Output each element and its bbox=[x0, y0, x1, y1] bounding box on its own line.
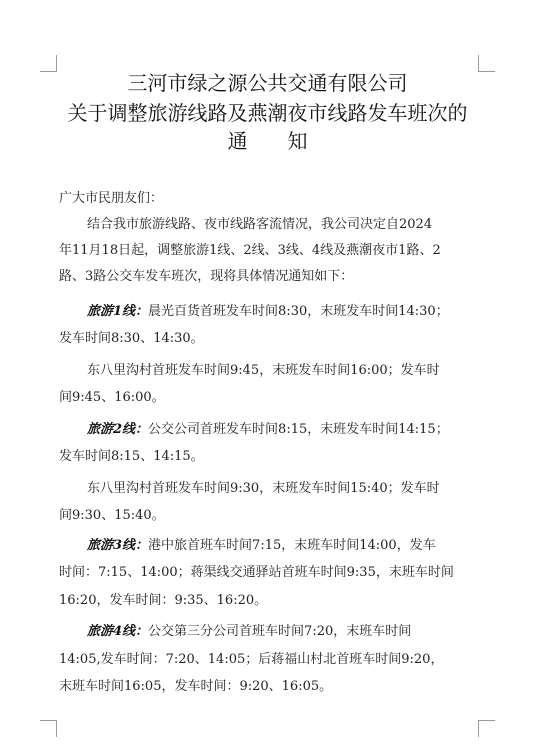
route-1-text-1: 晨光百货首班发车时间8:30，末班发车时间14:30； bbox=[148, 304, 449, 319]
route-4-text-1: 公交第三分公司首班车时间7:20，末班车时间 bbox=[148, 624, 412, 639]
title-notice bbox=[40, 128, 495, 154]
route-4-label: 旅游4线： bbox=[87, 624, 149, 639]
route-2-label: 旅游2线： bbox=[87, 422, 149, 437]
route-3-line-2: 时间：7:15、14:00；蒋渠线交通驿站首班车时间9:35，末班车时间 bbox=[59, 565, 454, 580]
route-2-text-1: 公交公司首班发车时间8:15，末班发车时间14:15； bbox=[148, 422, 449, 437]
route-3-line-3: 16:20，发车时间：9:35、16:20。 bbox=[59, 593, 268, 608]
intro-line-3: 路、3路公交车发车班次，现将具体情况通知如下： bbox=[59, 269, 354, 284]
salutation: 广大市民朋友们： bbox=[59, 191, 164, 206]
route-1-line-4: 间9:45、16:00。 bbox=[59, 390, 165, 405]
route-2-line-1 bbox=[87, 421, 449, 439]
route-1-label: 旅游1线： bbox=[87, 304, 149, 319]
route-4-line-1 bbox=[87, 623, 411, 641]
crop-mark-bottom-right bbox=[478, 720, 495, 737]
intro-line-1: 结合我市旅游线路、夜市线路客流情况，我公司决定自2024 bbox=[87, 217, 433, 232]
crop-mark-bottom-left bbox=[40, 720, 57, 737]
title-subject: 关于调整旅游线路及燕潮夜市线路发车班次的 bbox=[67, 101, 468, 125]
route-3-text-1: 港中旅首班车时间7:15，末班车时间14:00，发车 bbox=[148, 538, 436, 553]
intro-line-2: 年11月18日起，调整旅游1线、2线、3线、4线及燕潮夜市1路、2 bbox=[59, 243, 441, 258]
title-notice-char-1: 通 bbox=[227, 129, 248, 153]
route-4-line-3: 末班车时间16:05，发车时间：9:20、16:05。 bbox=[59, 679, 333, 694]
route-4-line-2: 14:05,发车时间：7:20、14:05；后蒋福山村北首班车时间9:20， bbox=[59, 652, 444, 667]
route-1-line-3: 东八里沟村首班发车时间9:45，末班发车时间16:00；发车时 bbox=[87, 363, 440, 378]
title-company: 三河市绿之源公共交通有限公司 bbox=[127, 71, 408, 95]
route-2-line-2: 发车时间8:15、14:15。 bbox=[59, 449, 204, 464]
route-2-line-3: 东八里沟村首班发车时间9:30，末班发车时间15:40；发车时 bbox=[87, 481, 440, 496]
route-3-label: 旅游3线： bbox=[87, 538, 149, 553]
title-notice-char-2: 知 bbox=[287, 129, 308, 153]
route-1-line-1 bbox=[87, 303, 449, 321]
route-3-line-1 bbox=[87, 537, 436, 555]
route-1-line-2: 发车时间8:30、14:30。 bbox=[59, 331, 204, 346]
route-2-line-4: 间9:30、15:40。 bbox=[59, 508, 165, 523]
